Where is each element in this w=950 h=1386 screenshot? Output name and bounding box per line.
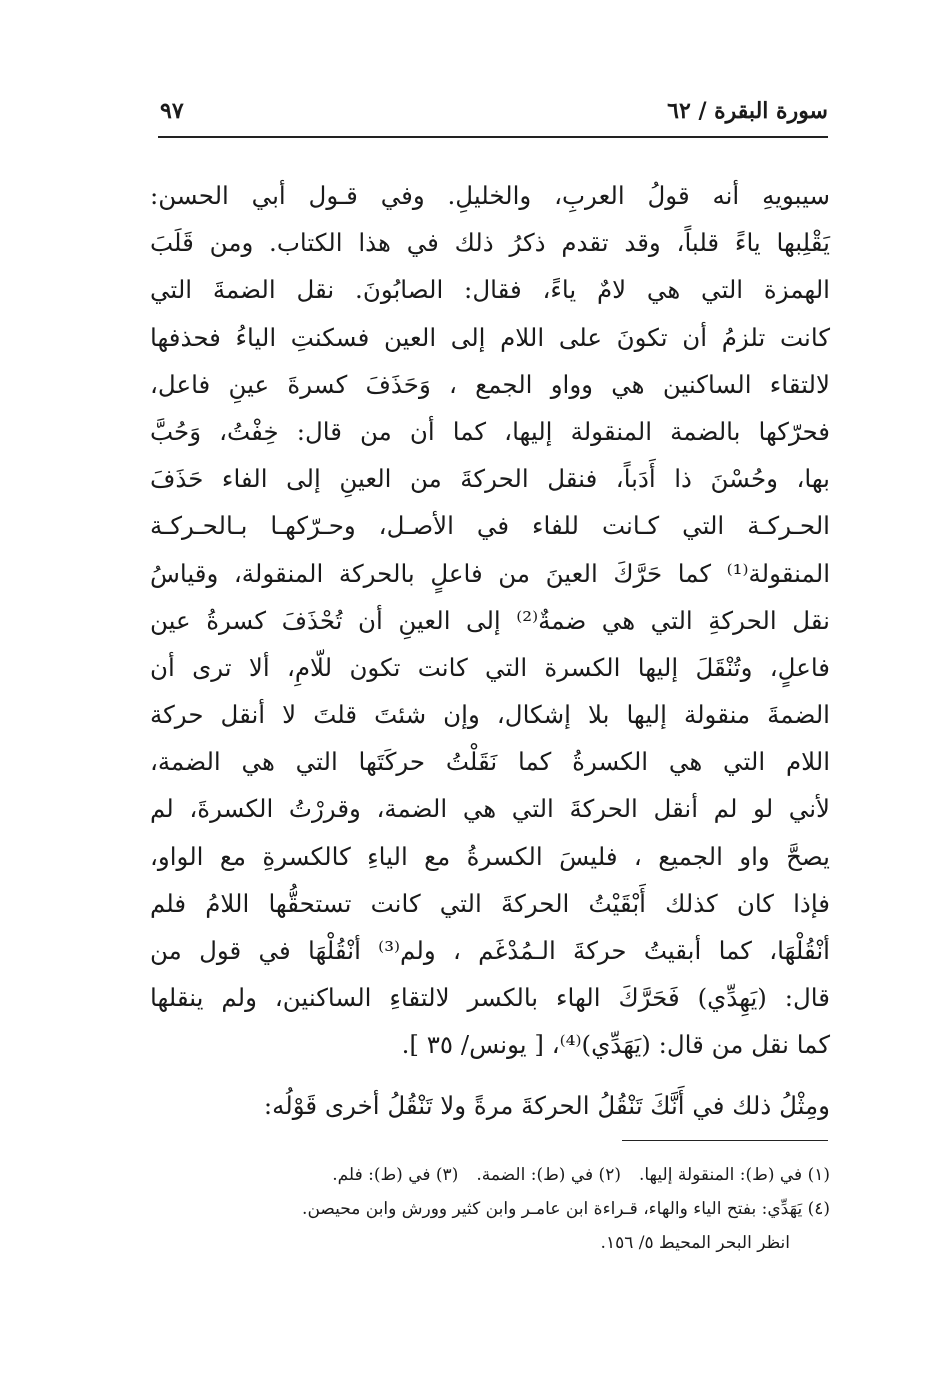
footnote-2: (٢) في (ط): الضمة. (476, 1165, 621, 1185)
text-line: يَقْلِبها ياءً قلباً، وقد تقدم ذكرُ ذلك في هذا الكتاب. ومن قَلَبَ (150, 228, 830, 258)
footnote-1: (١) في (ط): المنقولة إليها. (638, 1165, 830, 1185)
closing-line: ومِثْلُ ذلك في أَنَّكَ تَنْقُلُ الحركةَ مرةً ولا تَنْقُلُ أخرى قَوْلُه: (263, 1091, 830, 1120)
text-line: يصحَّ واو الجميع ، فليسَ الكسرةُ مع الياءِ كالكسرةِ مع الواو، (150, 841, 830, 871)
text-line: المنقولة⁽¹⁾ كما حَرَّكَ العينَ من فاعلٍ بالحركة المنقولة، وقياسُ (150, 558, 830, 588)
text-line: كانت تلزمُ أن تكونَ على اللام إلى العين فسكنتِ الياءُ فحذفها (150, 322, 830, 352)
main-text (150, 172, 830, 1069)
page-number: ٩٧ (160, 98, 184, 124)
text-line: لالتقاء الساكنين هي وواو الجمع ، وَحَذَفَ كسرةَ عينِ فاعل، (150, 369, 830, 399)
text-line: فإذا كان كذلك أَبْقَيْتُ الحركةَ التي كانت تستحقُّها اللامُ فلم (150, 888, 830, 918)
text-line: كما نقل من قال: (يَهَدِّي)⁽⁴⁾، [ يونس/ ٣٥ ]. (401, 1030, 830, 1060)
text-line: فحرّكها بالضمة المنقولة إليها، كما أن من قال: خِفْتُ، وَحُبَّ (150, 416, 830, 446)
text-line: قال: (يَهِدِّي) فَحَرَّكَ الهاء بالكسر لالتقاءِ الساكنين، ولم ينقلها (150, 983, 830, 1013)
text-line: الهمزة التي هي لامٌ ياءً، فقال: الصابُونَ. نقل الضمةَ التي (150, 275, 830, 305)
running-title: سورة البقرة / ٦٢ (667, 98, 828, 124)
footnote-row (150, 1158, 830, 1192)
text-line: لأني لو لم أنقل الحركةَ التي هي الضمة، وقررْتُ الكسرةَ، لم (150, 794, 830, 824)
text-line: بها، وحُسْنَ ذا أَدَباً، فنقل الحركةَ من العينِ إلى الفاء حَذَفَ (150, 464, 830, 494)
footnote-4-continuation: انظر البحر المحيط ٥/ ١٥٦. (600, 1233, 790, 1253)
text-line: فاعلٍ، وتُنْقَلَ إليها الكسرة التي كانت تكون للّامِ، ألا ترى أن (150, 652, 830, 682)
footnote-4: (٤) يَهَدِّي: بفتح الياء والهاء، قـراءة ابن عامـر وابن كثير وورش وابن محيصن. (302, 1199, 830, 1219)
header-rule (158, 136, 828, 138)
text-line: أنْقُلْهَا، كما أبقيتُ حركةَ الـمُدْغَم ، ولم⁽³⁾ أنْقُلْهَا في قول من (150, 936, 830, 965)
text-line: اللام التي هي الكسرةُ كما نَقَلْتُ حركَتَها التي هي الضمة، (150, 747, 830, 777)
text-line: سيبويهِ أنه قولُ العربِ، والخليلِ. وفي قـول أبي الحسن: (150, 181, 830, 210)
text-line: نقل الحركةِ التي هي ضمةٌ⁽²⁾ إلى العينِ أن تُحْذَفَ كسرةُ عين (150, 605, 830, 635)
page-header (158, 98, 828, 134)
footnote-3: (٣) في (ط): فلم. (332, 1165, 459, 1185)
text-line: الضمةَ منقولة إليها بلا إشكال، وإن شئتَ قلتَ لا أنقل حركة (150, 700, 830, 730)
footnote-rule (622, 1140, 828, 1141)
text-line: الحـركـة التي كـانت للفاء في الأصـل، وحـرّكهـا بـالحـركـة (150, 511, 830, 541)
footnotes (150, 1158, 830, 1260)
